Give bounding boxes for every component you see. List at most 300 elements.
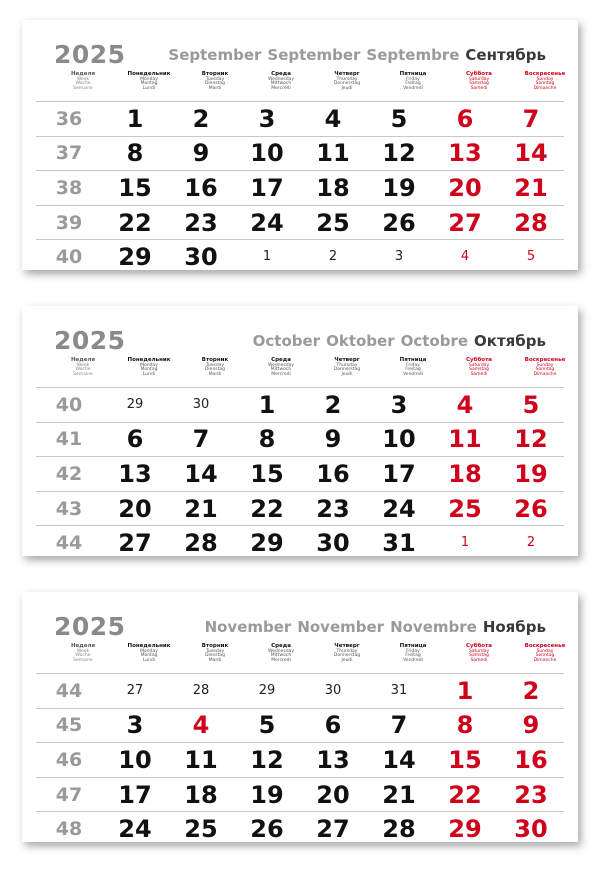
day-cell <box>102 743 168 777</box>
week-row <box>36 387 564 422</box>
weekday-label-l2: Monday <box>140 648 158 654</box>
weekday-header-cell <box>182 72 248 92</box>
weekday-header-cell <box>446 72 512 92</box>
day-number: 13 <box>118 459 152 488</box>
weekday-label-l1: Суббота <box>466 643 492 649</box>
weekday-header-cell <box>380 72 446 92</box>
weekday-label-l2: Wednesday <box>267 76 295 82</box>
weekday-header <box>22 72 578 100</box>
day-cell <box>168 171 234 205</box>
day-number: 15 <box>118 173 152 202</box>
day-cell <box>366 240 432 273</box>
weekday-label-l2: Friday <box>406 362 420 368</box>
weekday-header-cell <box>314 644 380 664</box>
day-cell <box>168 778 234 812</box>
week-number: 40 <box>55 393 83 416</box>
weekday-label-l3: Dienstag <box>204 81 226 87</box>
day-cell <box>366 812 432 845</box>
day-cell <box>300 778 366 812</box>
month-name-de: September <box>267 46 361 64</box>
month-block <box>22 20 578 270</box>
day-cell <box>168 743 234 777</box>
day-cell <box>300 240 366 273</box>
year-label: 2025 <box>54 612 126 641</box>
week-row <box>36 811 564 846</box>
day-cell <box>366 388 432 422</box>
day-cell <box>168 240 234 273</box>
day-number: 15 <box>250 459 284 488</box>
weekday-label-l3: Mittwoch <box>270 367 292 373</box>
month-block <box>22 592 578 842</box>
day-number: 29 <box>448 814 482 843</box>
day-cell <box>432 102 498 136</box>
day-number: 21 <box>514 173 548 202</box>
day-cell <box>498 388 564 422</box>
day-cell <box>498 812 564 845</box>
week-number-cell <box>36 423 102 457</box>
day-cell <box>168 206 234 240</box>
day-cell <box>168 709 234 743</box>
week-row <box>36 777 564 812</box>
month-name-en: November <box>204 618 292 636</box>
day-number: 28 <box>192 683 210 699</box>
day-number: 26 <box>250 814 284 843</box>
weekday-label-l1: Среда <box>271 643 291 649</box>
day-cell <box>432 709 498 743</box>
day-number: 9 <box>192 139 210 168</box>
day-cell <box>102 171 168 205</box>
day-cell <box>102 812 168 845</box>
day-number: 18 <box>184 780 218 809</box>
week-number-cell <box>36 743 102 777</box>
weekday-label-l4: Lundi <box>142 372 156 378</box>
weekday-label-l1: Среда <box>271 357 291 363</box>
week-number: 48 <box>55 817 83 840</box>
day-cell <box>102 674 168 708</box>
day-cell <box>432 812 498 845</box>
day-number: 30 <box>324 683 342 699</box>
weekday-header-cell <box>50 644 116 664</box>
day-cell <box>432 743 498 777</box>
weekday-header-cell <box>380 644 446 664</box>
weekday-label-l2: Sunday <box>536 648 554 654</box>
day-cell <box>300 743 366 777</box>
weekday-label-l3: Montag <box>140 367 158 373</box>
weekday-label-l4: Mercredi <box>271 658 291 664</box>
day-number: 1 <box>460 535 470 551</box>
week-number: 44 <box>55 679 83 702</box>
week-number-cell <box>36 526 102 559</box>
day-number: 30 <box>192 397 210 413</box>
week-number: 44 <box>55 531 83 554</box>
week-row <box>36 491 564 526</box>
day-cell <box>366 137 432 171</box>
day-number: 9 <box>522 711 540 740</box>
weekday-label-l1: Воскресенье <box>524 643 566 649</box>
weekday-label-l4: Dimanche <box>533 658 557 664</box>
day-cell <box>234 743 300 777</box>
weekday-label-l2: Saturday <box>468 76 490 82</box>
weekday-label-l2: Tuesday <box>205 76 225 82</box>
day-number: 5 <box>526 249 536 265</box>
week-rows <box>36 101 564 274</box>
weekday-header <box>22 358 578 386</box>
weekday-header-cell <box>50 358 116 378</box>
week-number: 37 <box>55 142 83 165</box>
weekday-label-l3: Woche <box>75 653 91 659</box>
day-cell <box>366 674 432 708</box>
weekday-label-l1: Вторник <box>201 643 229 649</box>
weekday-label-l2: Wednesday <box>267 648 295 654</box>
day-cell <box>498 423 564 457</box>
weekday-label-l4: Vendredi <box>403 372 423 378</box>
day-cell <box>366 743 432 777</box>
day-number: 19 <box>250 780 284 809</box>
day-cell <box>300 423 366 457</box>
day-cell <box>432 492 498 526</box>
day-number: 27 <box>126 683 144 699</box>
weekday-label-l2: Wednesday <box>267 362 295 368</box>
day-number: 29 <box>258 683 276 699</box>
day-number: 7 <box>192 425 210 454</box>
weekday-label-l3: Freitag <box>405 81 421 87</box>
day-number: 2 <box>522 676 540 705</box>
week-row <box>36 170 564 205</box>
day-number: 29 <box>118 242 152 271</box>
day-number: 12 <box>382 139 416 168</box>
month-name-fr: Octobre <box>400 332 469 350</box>
weekday-label-l2: Thursday <box>336 362 358 368</box>
weekday-label-l4: Mardi <box>208 86 222 92</box>
day-cell <box>168 137 234 171</box>
day-number: 16 <box>184 173 218 202</box>
weekday-label-l1: Суббота <box>466 71 492 77</box>
day-cell <box>300 812 366 845</box>
day-number: 19 <box>514 459 548 488</box>
weekday-label-l4: Vendredi <box>403 658 423 664</box>
day-cell <box>168 492 234 526</box>
weekday-label-l1: Пятница <box>399 357 427 363</box>
weekday-label-l2: Week <box>76 76 90 82</box>
week-number: 47 <box>55 783 83 806</box>
day-cell <box>168 674 234 708</box>
month-name-ru: Сентябрь <box>465 46 546 64</box>
day-cell <box>432 388 498 422</box>
day-number: 13 <box>448 139 482 168</box>
day-number: 4 <box>324 104 342 133</box>
day-number: 31 <box>390 683 408 699</box>
day-cell <box>168 102 234 136</box>
day-number: 27 <box>316 814 350 843</box>
day-cell <box>234 102 300 136</box>
weekday-label-l4: Semaine <box>73 658 93 664</box>
day-cell <box>234 492 300 526</box>
week-row <box>36 708 564 743</box>
month-name-fr: Novembre <box>390 618 477 636</box>
weekday-label-l4: Samedi <box>470 372 488 378</box>
day-cell <box>432 423 498 457</box>
day-cell <box>300 457 366 491</box>
day-number: 22 <box>250 494 284 523</box>
day-number: 19 <box>382 173 416 202</box>
weekday-label-l3: Sonntag <box>535 653 555 659</box>
week-number: 45 <box>55 714 83 737</box>
day-cell <box>234 674 300 708</box>
day-cell <box>498 709 564 743</box>
day-number: 4 <box>456 390 474 419</box>
year-label: 2025 <box>54 40 126 69</box>
day-cell <box>498 206 564 240</box>
day-cell <box>234 526 300 559</box>
weekday-label-l3: Samstag <box>469 367 489 373</box>
weekday-label-l1: Суббота <box>466 357 492 363</box>
day-number: 20 <box>316 780 350 809</box>
day-cell <box>366 526 432 559</box>
weekday-label-l1: Четверг <box>334 71 360 77</box>
day-cell <box>234 778 300 812</box>
weekday-label-l2: Week <box>76 362 90 368</box>
day-cell <box>366 206 432 240</box>
day-number: 9 <box>324 425 342 454</box>
day-cell <box>234 709 300 743</box>
weekday-header-cell <box>446 358 512 378</box>
month-name-de: November <box>297 618 385 636</box>
weekday-label-l4: Samedi <box>470 86 488 92</box>
day-cell <box>498 526 564 559</box>
weekday-label-l3: Donnerstag <box>333 653 361 659</box>
day-number: 5 <box>390 104 408 133</box>
weekday-label-l3: Dienstag <box>204 653 226 659</box>
weekday-label-l3: Montag <box>140 653 158 659</box>
week-number-cell <box>36 206 102 240</box>
weekday-label-l4: Dimanche <box>533 86 557 92</box>
day-number: 23 <box>184 208 218 237</box>
week-number: 41 <box>55 428 83 451</box>
day-number: 4 <box>460 249 470 265</box>
day-cell <box>168 423 234 457</box>
weekday-label-l1: Пятница <box>399 71 427 77</box>
weekday-label-l3: Mittwoch <box>270 81 292 87</box>
day-number: 10 <box>118 745 152 774</box>
day-cell <box>102 102 168 136</box>
day-cell <box>234 423 300 457</box>
weekday-label-l1: Понедельник <box>127 71 171 77</box>
week-row <box>36 422 564 457</box>
week-row <box>36 136 564 171</box>
day-number: 28 <box>514 208 548 237</box>
day-cell <box>102 388 168 422</box>
weekday-header-cell <box>116 358 182 378</box>
weekday-header-cell <box>248 72 314 92</box>
day-cell <box>498 102 564 136</box>
day-cell <box>366 171 432 205</box>
day-number: 24 <box>382 494 416 523</box>
week-number-cell <box>36 492 102 526</box>
day-number: 10 <box>250 139 284 168</box>
day-cell <box>498 674 564 708</box>
year-label: 2025 <box>54 326 126 355</box>
day-cell <box>432 526 498 559</box>
day-cell <box>366 709 432 743</box>
day-cell <box>102 423 168 457</box>
weekday-label-l4: Semaine <box>73 372 93 378</box>
weekday-header-cell <box>380 358 446 378</box>
day-number: 21 <box>382 780 416 809</box>
day-cell <box>366 457 432 491</box>
day-cell <box>498 743 564 777</box>
weekday-label-l1: Неделя <box>70 71 96 77</box>
day-cell <box>168 812 234 845</box>
day-number: 24 <box>118 814 152 843</box>
weekday-label-l2: Monday <box>140 76 158 82</box>
week-number-cell <box>36 709 102 743</box>
weekday-label-l3: Sonntag <box>535 367 555 373</box>
week-number: 39 <box>55 211 83 234</box>
day-cell <box>366 423 432 457</box>
day-cell <box>168 457 234 491</box>
day-number: 4 <box>192 711 210 740</box>
day-cell <box>234 812 300 845</box>
day-number: 3 <box>258 104 276 133</box>
day-number: 6 <box>126 425 144 454</box>
day-cell <box>498 778 564 812</box>
day-cell <box>300 709 366 743</box>
day-number: 1 <box>262 249 272 265</box>
week-number-cell <box>36 457 102 491</box>
day-cell <box>300 102 366 136</box>
weekday-label-l3: Sonntag <box>535 81 555 87</box>
week-row <box>36 525 564 560</box>
weekday-label-l2: Thursday <box>336 648 358 654</box>
week-number-cell <box>36 102 102 136</box>
day-number: 3 <box>394 249 404 265</box>
day-cell <box>102 526 168 559</box>
day-number: 10 <box>382 425 416 454</box>
week-number-cell <box>36 674 102 708</box>
day-cell <box>300 137 366 171</box>
day-cell <box>300 674 366 708</box>
month-name-en: October <box>252 332 321 350</box>
day-cell <box>234 388 300 422</box>
weekday-label-l1: Пятница <box>399 643 427 649</box>
day-number: 26 <box>382 208 416 237</box>
day-cell <box>102 709 168 743</box>
week-number-cell <box>36 812 102 845</box>
day-number: 2 <box>526 535 536 551</box>
day-number: 29 <box>126 397 144 413</box>
day-number: 16 <box>316 459 350 488</box>
weekday-label-l2: Monday <box>140 362 158 368</box>
weekday-label-l4: Vendredi <box>403 86 423 92</box>
weekday-label-l1: Среда <box>271 71 291 77</box>
month-name-de: Oktober <box>326 332 395 350</box>
day-cell <box>498 137 564 171</box>
day-number: 25 <box>316 208 350 237</box>
day-cell <box>234 206 300 240</box>
month-name-fr: Septembre <box>366 46 460 64</box>
weekday-label-l4: Mardi <box>208 658 222 664</box>
month-title <box>162 46 546 64</box>
day-cell <box>432 206 498 240</box>
day-number: 26 <box>514 494 548 523</box>
day-number: 24 <box>250 208 284 237</box>
weekday-label-l2: Saturday <box>468 362 490 368</box>
day-number: 7 <box>522 104 540 133</box>
day-number: 17 <box>250 173 284 202</box>
week-number-cell <box>36 240 102 273</box>
day-number: 6 <box>324 711 342 740</box>
day-number: 23 <box>316 494 350 523</box>
day-cell <box>366 102 432 136</box>
weekday-label-l2: Friday <box>406 648 420 654</box>
weekday-label-l2: Week <box>76 648 90 654</box>
weekday-label-l4: Semaine <box>73 86 93 92</box>
day-number: 20 <box>118 494 152 523</box>
week-row <box>36 742 564 777</box>
weekday-label-l1: Вторник <box>201 357 229 363</box>
weekday-header-cell <box>116 72 182 92</box>
day-cell <box>300 526 366 559</box>
weekday-header-cell <box>314 358 380 378</box>
day-number: 12 <box>250 745 284 774</box>
week-number: 46 <box>55 748 83 771</box>
weekday-label-l4: Jeudi <box>341 86 353 92</box>
day-number: 23 <box>514 780 548 809</box>
day-number: 20 <box>448 173 482 202</box>
day-number: 5 <box>258 711 276 740</box>
weekday-header-cell <box>248 644 314 664</box>
day-number: 29 <box>250 528 284 557</box>
day-cell <box>498 171 564 205</box>
day-number: 11 <box>448 425 482 454</box>
day-number: 30 <box>184 242 218 271</box>
week-number-cell <box>36 388 102 422</box>
day-number: 2 <box>328 249 338 265</box>
day-number: 5 <box>522 390 540 419</box>
day-number: 21 <box>184 494 218 523</box>
weekday-label-l1: Воскресенье <box>524 71 566 77</box>
month-title <box>247 332 546 350</box>
weekday-header-cell <box>248 358 314 378</box>
weekday-label-l4: Jeudi <box>341 372 353 378</box>
day-number: 15 <box>448 745 482 774</box>
day-number: 28 <box>382 814 416 843</box>
day-number: 31 <box>382 528 416 557</box>
week-row <box>36 239 564 274</box>
day-number: 14 <box>184 459 218 488</box>
weekday-label-l2: Thursday <box>336 76 358 82</box>
day-number: 3 <box>390 390 408 419</box>
day-cell <box>300 171 366 205</box>
weekday-header-cell <box>512 358 578 378</box>
day-cell <box>432 674 498 708</box>
week-number: 36 <box>55 107 83 130</box>
month-name-ru: Ноябрь <box>482 618 546 636</box>
day-cell <box>366 778 432 812</box>
day-number: 11 <box>316 139 350 168</box>
day-cell <box>168 388 234 422</box>
day-number: 18 <box>448 459 482 488</box>
day-cell <box>234 457 300 491</box>
day-cell <box>102 492 168 526</box>
week-row <box>36 205 564 240</box>
weekday-label-l2: Tuesday <box>205 362 225 368</box>
week-number: 40 <box>55 245 83 268</box>
weekday-label-l4: Mercredi <box>271 86 291 92</box>
day-number: 8 <box>258 425 276 454</box>
day-number: 13 <box>316 745 350 774</box>
day-number: 30 <box>514 814 548 843</box>
